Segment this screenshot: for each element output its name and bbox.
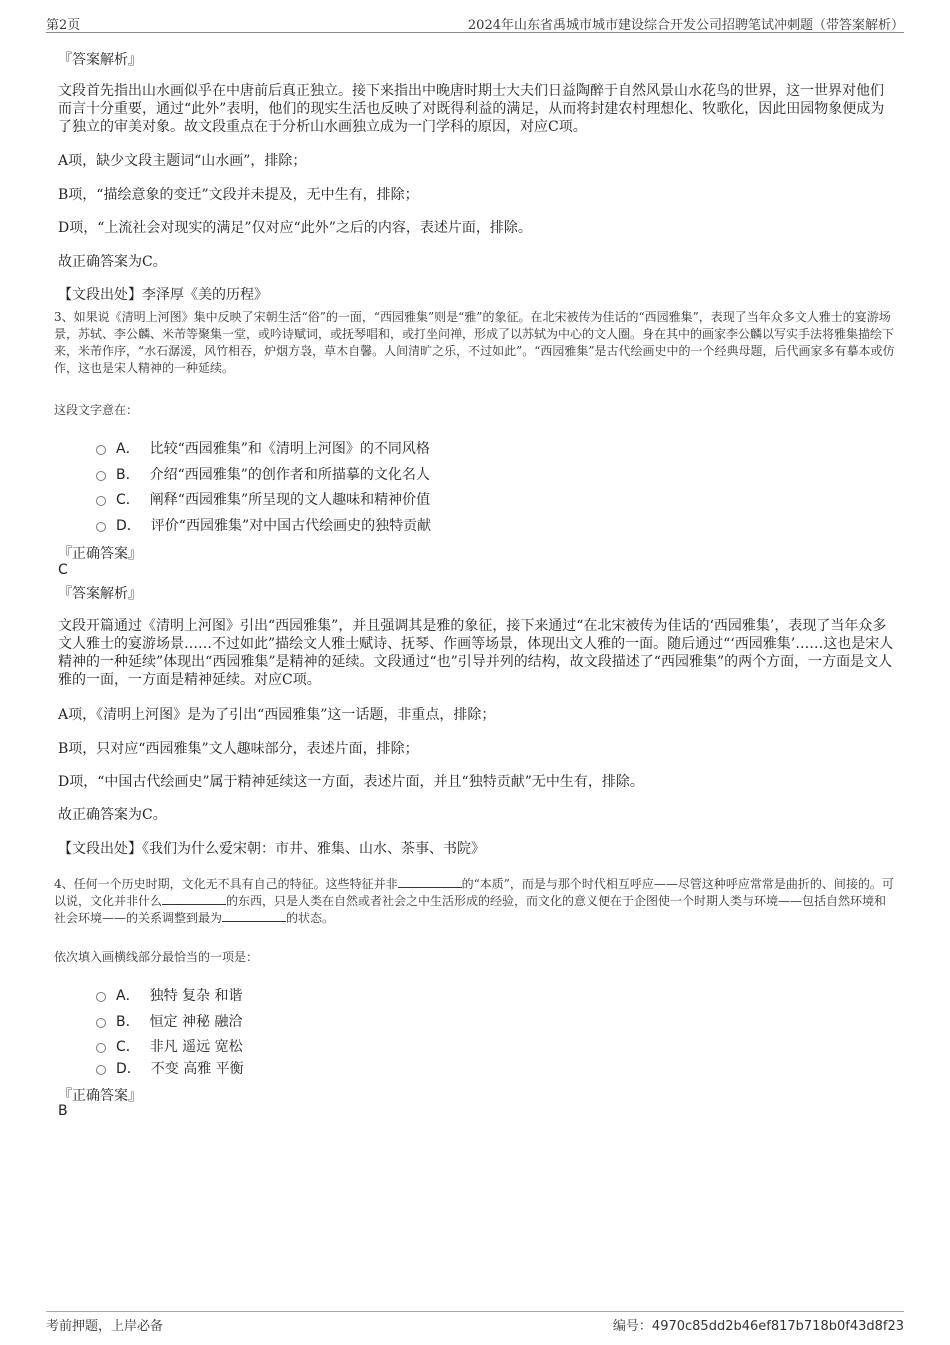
q3-option-d[interactable]: D． 评价“西园雅集”对中国古代绘画史的独特贡献: [96, 515, 431, 535]
q4-option-c[interactable]: C． 非凡 遥远 宽松: [96, 1036, 243, 1056]
q3-stem: 3、如果说《清明上河图》集中反映了宋朝生活“俗”的一面，“西园雅集”则是“雅”的象征。在北宋被传为佳话的“西园雅集”，表现了当年众多文人雅士的宴游场景，苏轼、李公麟、米芾等聚集一堂，或吟诗赋词，或抚琴唱和，或打坐问禅，形成了以苏轼为中心的文人圈。身在其中的画家李公麟以写实手法将雅集描绘下来，米芾作序，“水石潺湲，风竹相吞，炉烟方袅，草木自馨。人间清旷之乐，不过如此”。“西园雅集”是古代绘画史中的一个经典母题，后代画家多有摹本或仿作，这也是宋人精神的一种延续。: [54, 310, 895, 375]
q3-option-b-analysis: B项，只对应“西园雅集”文人趣味部分，表述片面，排除；: [58, 741, 419, 757]
q2-analysis-label: 『答案解析』: [58, 52, 142, 68]
q3-analysis-text: 文段开篇通过《清明上河图》引出“西园雅集”，并且强调其是雅的象征，接下来通过“在北宋被传为佳话的‘西园雅集’，表现了当年众多文人雅士的宴游场景……不过如此”描绘文人雅士赋诗、抚琴、作画等场景，体现出文人雅的一面。随后通过“‘西园雅集’……这也是宋人精神的一种延续”体现出“西园雅集”是精神的延续。文段通过“也”引导并列的结构，故文段描述了“西园雅集”的两个方面，一方面是文人雅的一面，一方面是精神延续。对应C项。: [58, 618, 894, 688]
fill-blank-2: [162, 894, 226, 905]
radio-icon[interactable]: [96, 1018, 106, 1028]
q3-option-c[interactable]: C． 阐释“西园雅集”所呈现的文人趣味和精神价值: [96, 489, 430, 509]
q3-option-a-analysis: A项，《清明上河图》是为了引出“西园雅集”这一话题，非重点，排除；: [58, 707, 496, 723]
q3-option-a[interactable]: A． 比较“西园雅集”和《清明上河图》的不同风格: [96, 438, 430, 458]
radio-icon[interactable]: [96, 445, 106, 455]
q3-source: 【文段出处】《我们为什么爱宋朝：市井、雅集、山水、茶事、书院》: [58, 841, 485, 857]
fill-blank-1: [398, 877, 462, 888]
q2-analysis-text: 文段首先指出山水画似乎在中唐前后真正独立。接下来指出中晚唐时期士大夫们日益陶醉于自然风景山水花鸟的世界，这一世界对他们而言十分重要，通过“此外”表明，他们的现实生活也反映了对既得利益的满足，从而将封建农村理想化、牧歌化，因此田园物象便成为了独立的审美对象。故文段重点在于分析山水画独立成为一门学科的原因，对应C项。: [58, 83, 885, 135]
q4-option-b[interactable]: B． 恒定 神秘 融洽: [96, 1011, 243, 1031]
radio-icon[interactable]: [96, 1043, 106, 1053]
q4-option-a[interactable]: A． 独特 复杂 和谐: [96, 985, 242, 1005]
radio-icon[interactable]: [96, 471, 106, 481]
document-title: 2024年山东省禹城市城市建设综合开发公司招聘笔试冲刺题（带答案解析）: [467, 18, 904, 33]
q3-question: 这段文字意在：: [54, 403, 139, 417]
fill-blank-3: [222, 911, 286, 922]
q2-option-b-analysis: B项，“描绘意象的变迁”文段并未提及，无中生有，排除；: [58, 187, 419, 203]
page-footer: [46, 1311, 904, 1335]
radio-icon[interactable]: [96, 522, 106, 532]
q3-analysis-label: 『答案解析』: [58, 586, 142, 602]
document-id: 编号：4970c85dd2b46ef817b718b0f43d8f23: [612, 1319, 904, 1334]
q2-option-d-analysis: D项，“上流社会对现实的满足”仅对应“此外”之后的内容，表述片面，排除。: [58, 220, 532, 236]
radio-icon[interactable]: [96, 496, 106, 506]
q3-conclusion: 故正确答案为C。: [58, 807, 167, 823]
q4-question: 依次填入画横线部分最恰当的一项是：: [54, 950, 259, 964]
q2-option-a-analysis: A项，缺少文段主题词“山水画”，排除；: [58, 153, 307, 169]
radio-icon[interactable]: [96, 1065, 106, 1075]
q4-option-d[interactable]: D． 不变 高雅 平衡: [96, 1058, 244, 1078]
page-header: [46, 14, 904, 33]
q4-stem: 4、任何一个历史时期，文化无不具有自己的特征。这些特征并非 的“本质”，而是与那个时代相互呼应——尽管这种呼应常常是曲折的、间接的。可以说，文化并非什么 的东西，只是人类在自然或者社会之中生活形成的经验，而文化的意义便在于企图使一个时期人类与环境——包括自然环境和社会环境——的关系调整到最为 的状态。: [54, 877, 894, 925]
footer-slogan: 考前押题，上岸必备: [46, 1319, 164, 1334]
q3-correct-label: 『正确答案』: [58, 546, 142, 562]
q3-option-b[interactable]: B． 介绍“西园雅集”的创作者和所描摹的文化名人: [96, 464, 430, 484]
q4-correct-label: 『正确答案』: [58, 1088, 142, 1104]
radio-icon[interactable]: [96, 992, 106, 1002]
q3-option-d-analysis: D项，“中国古代绘画史”属于精神延续这一方面，表述片面，并且“独特贡献”无中生有，排除。: [58, 774, 644, 790]
q2-source: 【文段出处】李泽厚《美的历程》: [58, 287, 268, 303]
q2-conclusion: 故正确答案为C。: [58, 254, 167, 270]
q4-correct-answer: B: [58, 1103, 68, 1119]
page-number: 第2页: [46, 18, 81, 33]
q3-correct-answer: C: [58, 562, 68, 578]
